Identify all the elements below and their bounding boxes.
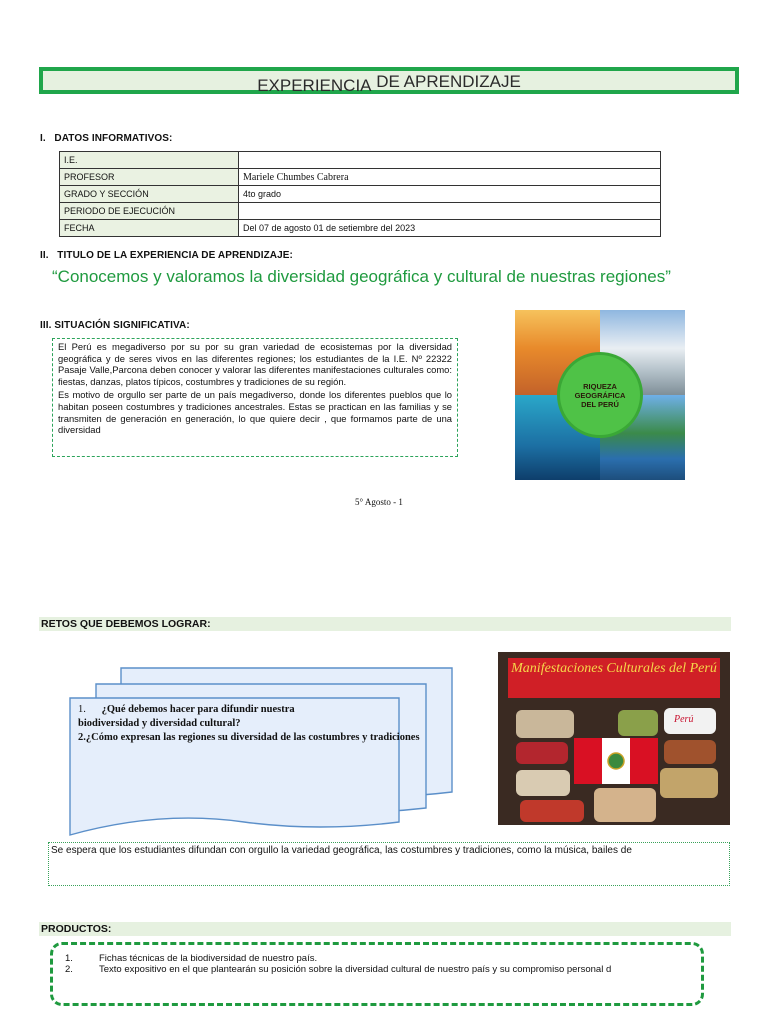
section-2-numeral: II. bbox=[40, 250, 49, 261]
experience-title: “Conocemos y valoramos la diversidad geográfica y cultural de nuestras regiones” bbox=[52, 267, 671, 286]
badge-line-3: DEL PERÚ bbox=[581, 399, 619, 409]
row-label-ie: I.E. bbox=[60, 152, 239, 169]
andean-people-photo bbox=[520, 800, 584, 822]
riqueza-badge bbox=[557, 352, 643, 438]
title-words-aprendizaje: DE APRENDIZAJE bbox=[376, 72, 521, 91]
date-footer: 5° Agosto - 1 bbox=[355, 497, 403, 507]
row-label-profesor: PROFESOR bbox=[60, 169, 239, 186]
logo-text: Perú bbox=[674, 714, 694, 725]
section-3-numeral: III. bbox=[40, 320, 52, 331]
table-row bbox=[60, 220, 661, 237]
productos-list bbox=[65, 953, 611, 975]
question-1-number: 1. bbox=[78, 704, 86, 715]
retos-heading: RETOS QUE DEBEMOS LOGRAR: bbox=[39, 617, 731, 631]
geography-collage-image bbox=[515, 310, 685, 480]
list-item bbox=[65, 953, 611, 964]
list-item-number: 1. bbox=[65, 953, 73, 964]
dancer-photo bbox=[594, 788, 656, 822]
ceviche-photo bbox=[516, 770, 570, 796]
list-item bbox=[65, 964, 611, 975]
food-photo bbox=[516, 710, 574, 738]
table-row bbox=[60, 169, 661, 186]
title-word-experiencia: EXPERIENCIA bbox=[257, 76, 372, 95]
info-table bbox=[59, 151, 661, 237]
question-1-line-1: ¿Qué debemos hacer para difundir nuestra bbox=[101, 704, 295, 715]
section-2-heading bbox=[40, 250, 293, 261]
section-1-title: DATOS INFORMATIVOS: bbox=[54, 133, 173, 144]
table-row bbox=[60, 152, 661, 169]
section-3-heading bbox=[40, 320, 190, 331]
situation-paragraph-2: Es motivo de orgullo ser parte de un país megadiverso, donde los diferentes pueblos que lo habitan poseen costumbres y tradiciones ancestrales. Estas se practican en las familias y se transmiten de generación en generación, lo que quiere decir , que formamos parte de una diversidad bbox=[58, 389, 452, 436]
table-row bbox=[60, 203, 661, 220]
section-1-heading bbox=[40, 133, 172, 144]
cultural-manifestations-image bbox=[498, 652, 730, 825]
section-3-title: SITUACIÓN SIGNIFICATIVA: bbox=[54, 320, 190, 331]
question-2: 2.¿Cómo expresan las regiones su diversidad de las costumbres y tradiciones bbox=[78, 732, 420, 743]
productos-box bbox=[50, 942, 704, 1006]
row-value-fecha: Del 07 de agosto 01 de setiembre del 2023 bbox=[239, 220, 661, 237]
marca-peru-logo bbox=[664, 708, 716, 734]
question-1-line-2: biodiversidad y diversidad cultural? bbox=[78, 718, 241, 729]
row-label-grado: GRADO Y SECCIÓN bbox=[60, 186, 239, 203]
row-label-fecha: FECHA bbox=[60, 220, 239, 237]
cuy-photo bbox=[664, 740, 716, 764]
section-1-numeral: I. bbox=[40, 133, 46, 144]
situation-text-box bbox=[52, 338, 458, 457]
list-item-number: 2. bbox=[65, 964, 73, 975]
retos-questions bbox=[78, 703, 518, 745]
row-value-grado: 4to grado bbox=[239, 186, 661, 203]
peru-flag-icon bbox=[574, 738, 658, 784]
section-2-title: TITULO DE LA EXPERIENCIA DE APRENDIZAJE: bbox=[57, 250, 293, 261]
badge-line-2: GEOGRÁFICA bbox=[574, 390, 626, 400]
badge-line-1: RIQUEZA bbox=[583, 381, 617, 391]
page-title bbox=[39, 67, 739, 94]
marinera-photo bbox=[660, 768, 718, 798]
dish-photo bbox=[618, 710, 658, 736]
row-value-profesor: Mariele Chumbes Cabrera bbox=[239, 169, 661, 186]
dancers-photo bbox=[516, 742, 568, 764]
situation-paragraph-1: El Perú es megadiverso por su por su gran variedad de ecosistemas por la diversidad geográfica y de seres vivos en las diferentes regiones; los estudiantes de la I.E. Nº 22322 Pasaje Valle,Parcona deben conocer y valorar las diferentes manifestaciones culturales como: fiestas, danzas, platos típicos, costumbres y tradiciones de su región. bbox=[58, 341, 452, 387]
expectation-text: Se espera que los estudiantes difundan con orgullo la variedad geográfica, las costumbres y tradiciones, como la música, bailes de bbox=[51, 845, 632, 856]
list-item-text: Fichas técnicas de la biodiversidad de nuestro país. bbox=[99, 953, 318, 964]
stacked-documents-icon bbox=[69, 667, 459, 839]
stacked-documents-shape bbox=[69, 667, 459, 837]
table-row bbox=[60, 186, 661, 203]
list-item-text: Texto expositivo en el que plantearán su posición sobre la diversidad cultural de nuestro país y su compromiso personal d bbox=[99, 964, 612, 975]
manifestations-banner: Manifestaciones Culturales del Perú bbox=[508, 658, 720, 698]
row-label-periodo: PERIODO DE EJECUCIÓN bbox=[60, 203, 239, 220]
productos-heading: PRODUCTOS: bbox=[39, 922, 731, 936]
row-value-ie bbox=[239, 152, 661, 169]
row-value-periodo bbox=[239, 203, 661, 220]
question-1 bbox=[78, 703, 518, 717]
expectation-box bbox=[48, 842, 730, 886]
